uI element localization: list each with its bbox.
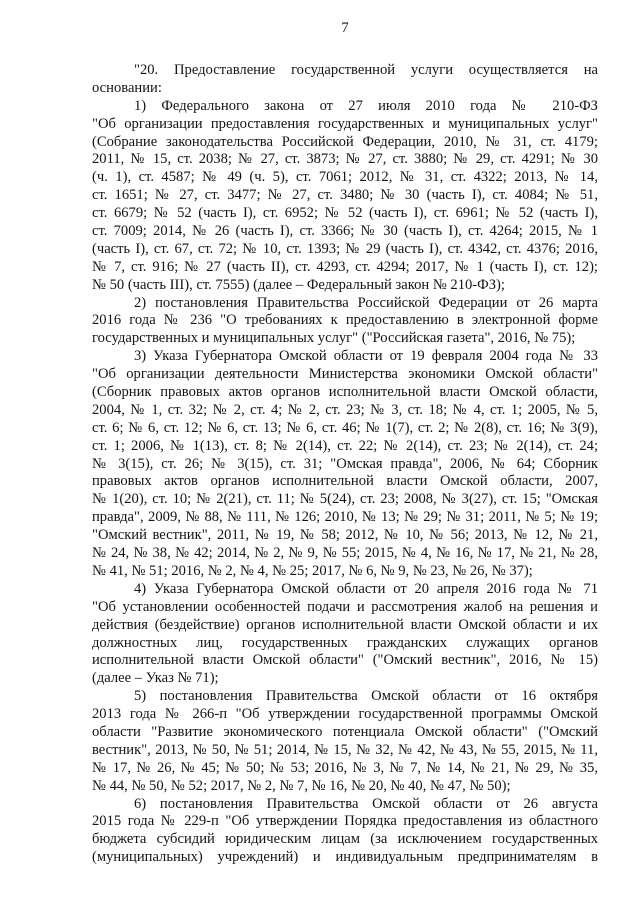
text-line: ст. 1651; № 27, ст. 3477; № 27, ст. 3480; № 30 (часть I), ст. 4084; № 51, <box>92 187 598 204</box>
text-line: (далее – Указ № 71); <box>92 670 219 687</box>
text-line: 1) Федерального закона от 27 июля 2010 года № 210-ФЗ <box>134 97 598 114</box>
text-line: ст. 6679; № 52 (часть I), ст. 6952; № 52 (часть I), ст. 6961; № 52 (часть I), <box>92 205 598 222</box>
text-line: № 7, ст. 916; № 27 (часть II), ст. 4293, ст. 4294; 2017, № 1 (часть I), ст. 12); <box>92 258 598 275</box>
text-line: 3) Указа Губернатора Омской области от 19 февраля 2004 года № 33 <box>134 348 598 365</box>
text-line: № 17, № 26, № 45; № 50; № 53; 2016, № 3, № 7, № 14, № 21, № 29, № 35, <box>92 759 598 776</box>
text-line: вестник", 2013, № 50, № 51; 2014, № 15, № 32, № 42, № 43, № 55, 2015, № 11, <box>92 741 598 758</box>
text-line: правовых актов органов исполнительной власти Омской области, 2007, <box>92 473 598 490</box>
text-line: 4) Указа Губернатора Омской области от 20 апреля 2016 года № 71 <box>134 580 598 597</box>
text-line: № 50 (часть III), ст. 7555) (далее – Федеральный закон № 210-ФЗ); <box>92 276 505 293</box>
text-line: "Об организации предоставления государственных и муниципальных услуг" <box>92 115 598 132</box>
text-line: (Сборник правовых актов органов исполнительной власти Омской области, <box>92 384 598 401</box>
text-line: бюджета субсидий юридическим лицам (за исключением государственных <box>92 831 598 848</box>
paragraph-intro <box>92 62 598 98</box>
text-line: 2013 года № 266-п "Об утверждении государственной программы Омской <box>92 706 598 723</box>
text-line: действия (бездействие) органов исполнительной власти Омской области и их <box>92 616 598 633</box>
page-number: 7 <box>341 20 349 36</box>
text-line: государственных и муниципальных услуг" ("Российская газета", 2016, № 75); <box>92 330 576 347</box>
text-line: ст. 7009; 2014, № 26 (часть I), ст. 3366; № 30 (часть I), ст. 4264; 2015, № 1 <box>92 223 598 240</box>
text-line: должностных лиц, государственных гражданских служащих органов <box>92 634 598 651</box>
text-line: 2016 года № 236 "О требованиях к предоставлению в электронной форме <box>92 312 598 329</box>
document-body <box>92 62 598 867</box>
text-line: "Омский вестник", 2011, № 19, № 58; 2012, № 10, № 56; 2013, № 12, № 21, <box>92 527 598 544</box>
text-line: исполнительной власти Омской области" ("Омский вестник", 2016, № 15) <box>92 652 598 669</box>
list-item-1 <box>92 98 598 295</box>
text-line: 2015 года № 229-п "Об утверждении Порядка предоставления из областного <box>92 813 598 830</box>
text-line: ст. 6; № 6, ст. 12; № 6, ст. 13; № 6, ст. 46; № 1(7), ст. 2; № 2(8), ст. 16; № 3(9), <box>92 419 598 436</box>
text-line: ст. 1; 2006, № 1(13), ст. 8; № 2(14), ст. 22; № 2(14), ст. 23; № 2(14), ст. 24; <box>92 437 598 454</box>
text-line: № 44, № 50, № 52; 2017, № 2, № 7, № 16, № 20, № 40, № 47, № 50); <box>92 777 511 794</box>
list-item-4 <box>92 581 598 688</box>
list-item-2 <box>92 295 598 349</box>
text-line: "20. Предоставление государственной услуги осуществляется на <box>134 62 598 78</box>
text-line: (часть I), ст. 67, ст. 72; № 10, ст. 1393; № 29 (часть I), ст. 4342, ст. 4376; 2016, <box>92 240 598 257</box>
text-line: (ч. 1), ст. 4587; № 49 (ч. 5), ст. 7061; 2012, № 31, ст. 4322; 2013, № 14, <box>92 169 598 186</box>
text-line: (Собрание законодательства Российской Федерации, 2010, № 31, ст. 4179; <box>92 133 598 150</box>
text-line: 2011, № 15, ст. 2038; № 27, ст. 3873; № 27, ст. 3880; № 29, ст. 4291; № 30 <box>92 151 598 168</box>
text-line: "Об установлении особенностей подачи и рассмотрения жалоб на решения и <box>92 598 598 615</box>
text-line: 6) постановления Правительства Омской области от 26 августа <box>134 795 598 812</box>
text-line: № 24, № 38, № 42; 2014, № 2, № 9, № 55; 2015, № 4, № 16, № 17, № 21, № 28, <box>92 545 598 562</box>
text-line: № 41, № 51; 2016, № 2, № 4, № 25; 2017, № 6, № 9, № 23, № 26, № 37); <box>92 562 533 579</box>
text-line: (муниципальных) учреждений) и индивидуальным предпринимателям в <box>92 849 598 866</box>
text-line: основании: <box>92 79 162 96</box>
text-line: 5) постановления Правительства Омской области от 16 октября <box>134 688 598 705</box>
text-line: № 3(15), ст. 26; № 3(15), ст. 31; "Омская правда", 2006, № 64; Сборник <box>92 455 598 472</box>
text-line: 2004, № 1, ст. 32; № 2, ст. 4; № 2, ст. 23; № 3, ст. 18; № 4, ст. 1; 2005, № 5, <box>92 401 598 418</box>
list-item-3 <box>92 348 598 581</box>
list-item-5 <box>92 688 598 795</box>
text-line: 2) постановления Правительства Российской Федерации от 26 марта <box>134 294 598 311</box>
text-line: № 1(20), ст. 10; № 2(21), ст. 11; № 5(24), ст. 23; 2008, № 3(27), ст. 15; "Омская <box>92 491 598 508</box>
text-line: области "Развитие экономического потенциала Омской области" ("Омский <box>92 723 598 740</box>
text-line: правда", 2009, № 88, № 111, № 126; 2010, № 13; № 29; № 31; 2011, № 5; № 19; <box>92 509 598 526</box>
list-item-6 <box>92 796 598 868</box>
text-line: "Об организации деятельности Министерства экономики Омской области" <box>92 366 598 383</box>
